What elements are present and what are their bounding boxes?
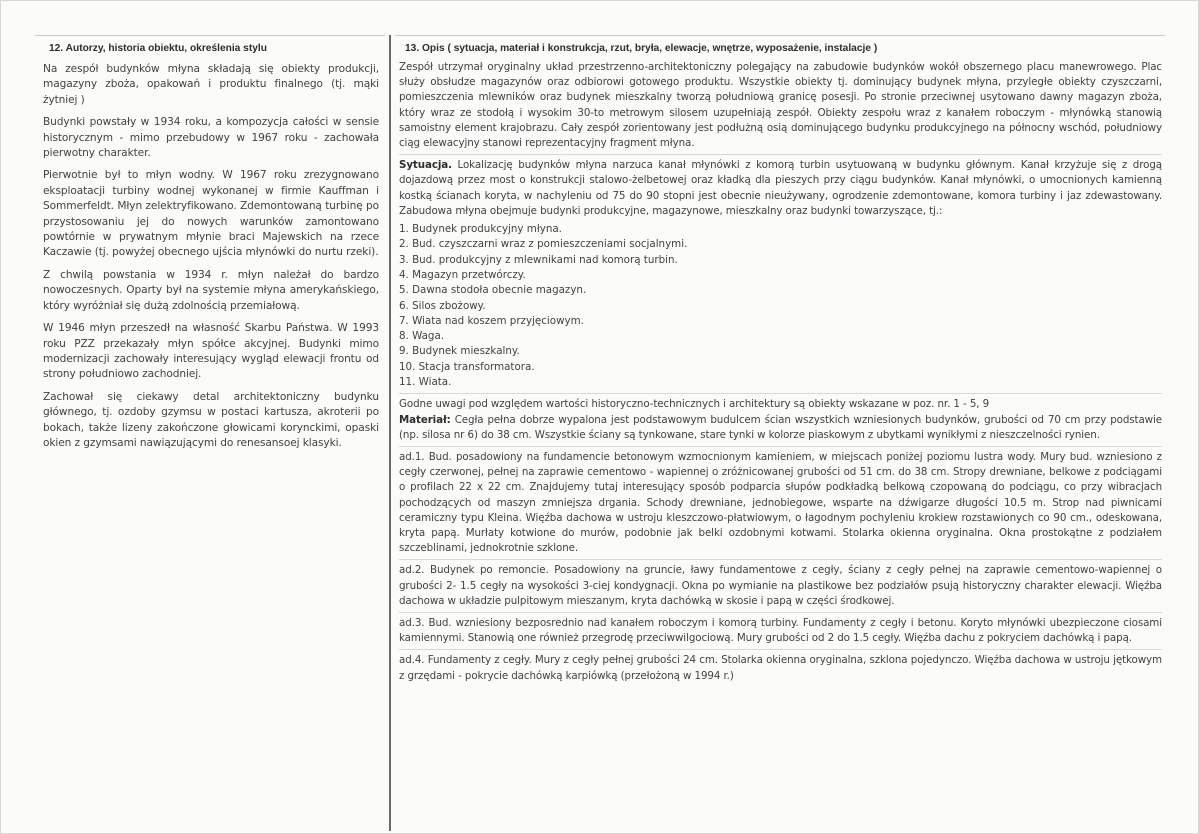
left-top-rule: [35, 35, 385, 36]
list-item: 6. Silos zbożowy.: [399, 299, 486, 312]
list-item: 2. Bud. czyszczarni wraz z pomieszczeniami socjalnymi.: [399, 238, 688, 251]
ad4-paragraph: ad.4. Fundamenty z cegły. Mury z cegły pełnej grubości 24 cm. Stolarka okienna oryginalna, szklona pojedynczo. Więźba dachowa w ustroju jętkowym z grzędami - pokrycie dachówką karpiówką (przełożoną w 1994 r.): [399, 654, 1162, 682]
list-item: 9. Budynek mieszkalny.: [399, 345, 520, 358]
paragraph: W 1946 młyn przeszedł na własność Skarbu Państwa. W 1993 roku PZZ przekazały młyn spółce akcyjnej. Budynki mimo modernizacji zachowały interesujący wygląd elewacji frontu od strony południowo zachodniej.: [43, 322, 379, 381]
separator: [399, 446, 1162, 447]
separator: [399, 559, 1162, 560]
paragraph: Pierwotnie był to młyn wodny. W 1967 roku zrezygnowano eksploatacji turbiny wodnej wykonanej w firmie Kauffman i Sommerfeldt. Młyn zelektryfikowano. Zdemontowaną turbinę po przystosowaniu jej do nowych warunków zamontowano powtórnie w prywatnym młynie braci Majewskich na rzece Kaczawie (tj. powyżej obecnego ujścia młynówki do nurtu rzeki).: [43, 169, 379, 259]
separator: [399, 393, 1162, 394]
list-item: 10. Stacja transformatora.: [399, 360, 535, 373]
list-item: 8. Waga.: [399, 330, 445, 343]
list-item: 11. Wiata.: [399, 376, 452, 388]
paragraph: Zachował się ciekawy detal architektoniczny budynku głównego, tj. ozdoby gzymsu w postaci kartusza, akroterii po bokach, także lizeny zakończone głowicami korynckimi, opaski okien z gzymsami nawiązującymi do renesansoej klasyki.: [43, 390, 379, 449]
list-item: 4. Magazyn przetwórczy.: [399, 268, 526, 281]
section-13-description: [399, 41, 1162, 687]
section-12-history: [41, 41, 379, 458]
separator: [399, 154, 1162, 155]
separator: [399, 649, 1162, 650]
right-top-rule: [395, 35, 1165, 36]
section-12-heading: 12. Autorzy, historia obiektu, określenia stylu: [49, 43, 267, 54]
material-text: Cegła pełna dobrze wypalona jest podstawowym budulcem ścian wszystkich wzniesionych budynków, grubości od 70 cm przy podstawie (np. silosa nr 6) do 38 cm. Wszystkie ściany są tynkowane, stare tynki w kolorze piaskowym z ubytkami wynikłymi z nieszczelności rynien.: [399, 413, 1162, 441]
material-paragraph: [399, 413, 1162, 443]
separator: [399, 612, 1162, 613]
sytuacja-text: Lokalizację budynków młyna narzuca kanał młynówki z komorą turbin usytuowaną w budynku głównym. Kanał krzyżuje się z drogą dojazdową przez most o konstrukcji stalowo-żelbetowej oraz kładką dla pieszych przy ciągu budynków. Kanał młynówki, o umocnionych kamienną kostką ścianach koryta, w nachyleniu od 75 do 90 stopni jest obecnie nieużywany, ogrodzenie zdemontowane, komora turbiny i jaz zdewastowany. Zabudowa młyna obejmuje budynki produkcyjne, magazynowe, mieszkalny oraz budynki towarzyszące, tj.:: [399, 159, 1162, 217]
column-divider: [389, 35, 391, 831]
list-item: 7. Wiata nad koszem przyjęciowym.: [399, 314, 584, 327]
sytuacja-paragraph: [399, 158, 1162, 219]
list-item: 5. Dawna stodoła obecnie magazyn.: [399, 284, 587, 297]
material-label: Materiał:: [399, 413, 451, 426]
godne-uwagi-paragraph: Godne uwagi pod względem wartości historyczno-technicznych i architektury są obiekty wskazane w poz. nr. 1 - 5, 9: [399, 398, 990, 411]
paragraph: Budynki powstały w 1934 roku, a kompozycja całości w sensie historycznym - mimo przebudowy w 1967 roku - zachowała pierwotny charakter.: [43, 116, 379, 160]
intro-paragraph: Zespół utrzymał oryginalny układ przestrzenno-architektoniczny polegający na zabudowie budynków wokół obszernego placu manewrowego. Plac służy obsłudze magazynów oraz odbiorowi gotowego produktu. Wszystkie obiekty tj. dominujący budynek młyna, przyległe obiekty czyszczarni, pomieszczenia mlewników oraz budynek mieszkalny tworzą południową granicę posesji. Po stronie przeciwnej usytowano dawny magazyn zboża, który wraz ze stodołą i wysokim 30-to metrowym silosem uzupełniają zespół. Obiekty zespołu wraz z kanałem roboczym - młynówką stanowią samoistny element krajobrazu. Cały zespół zorientowany jest podłużną osią dominującego budynku produkcyjnego na północny wschód, południowy ciąg elewacyjny stanowi reprezentacyjny fragment młyna.: [399, 61, 1162, 150]
section-13-heading: 13. Opis ( sytuacja, materiał i konstrukcja, rzut, bryła, elewacje, wnętrze, wyposażenie, instalacje ): [405, 43, 878, 54]
paragraph: Z chwilą powstania w 1934 r. młyn należał do bardzo nowoczesnych. Oparty był na systemie młyna amerykańskiego, który wyróżniał się dużą zdolnością przemiałową.: [43, 268, 379, 312]
paragraph: Na zespół budynków młyna składają się obiekty produkcji, magazyny zboża, opakowań i produktu finalnego (tj. mąki żytniej ): [43, 63, 379, 106]
buildings-list: [399, 222, 1162, 390]
ad2-paragraph: ad.2. Budynek po remoncie. Posadowiony na gruncie, ławy fundamentowe z cegły, ściany z cegły pełnej na zaprawie cementowo-wapiennej o grubości 2- 1.5 cegły na wysokości 3-ciej kondygnacji. Okna po wymianie na plastikowe bez podziałów psują historyczny charakter elewacji. Więźba dachowa w układzie pulpitowym mieszanym, kryta dachówką w skosie i papą w części środkowej.: [399, 564, 1162, 607]
sytuacja-label: Sytuacja.: [399, 159, 452, 172]
list-item: 1. Budynek produkcyjny młyna.: [399, 223, 562, 236]
ad3-paragraph: ad.3. Bud. wzniesiony bezposrednio nad kanałem roboczym i komorą turbiny. Fundamenty z cegły i betonu. Koryto młynówki ubezpieczone ciosami kamiennymi. Stanowią one również przegrodę przeciwwilgociową. Mury grubości od 2 do 1.5 cegły. Więźba dachu z pokryciem dachówką i papą.: [399, 616, 1162, 645]
list-item: 3. Bud. produkcyjny z mlewnikami nad komorą turbin.: [399, 253, 678, 266]
ad1-paragraph: ad.1. Bud. posadowiony na fundamencie betonowym wzmocnionym kamieniem, w miejscach poniżej poziomu lustra wody. Mury bud. wzniesiono z cegły czerwonej, pełnej na zaprawie cementowo - wapiennej o zróżnicowanej grubości od 51 cm. do 38 cm. Stropy drewniane, belkowe z podciągami o profilach 22 x 22 cm. Znajdujemy tutaj interesujący sposób podparcia słupów podkładką belkową czopowaną do podciągu, co przy wibracjach pochodzących od maszyn zmniejsza drgania. Schody drewniane, jednobiegowe, wsparte na dźwigarze długości 10.5 m. Strop nad piwnicami ceramiczny typu Kleina. Więźba dachowa w ustroju kleszczowo-płatwiowym, o łagodnym pochyleniu krokiew rozstawionych co 90 cm., odeskowana, kryta papą. Murłaty kotwione do murów, podobnie jak belki ozdobnymi kotwami. Stolarka okienna oryginalna. Okna prostokątne z podziałem szczeblinami, jednokrotnie szklone.: [399, 450, 1162, 555]
